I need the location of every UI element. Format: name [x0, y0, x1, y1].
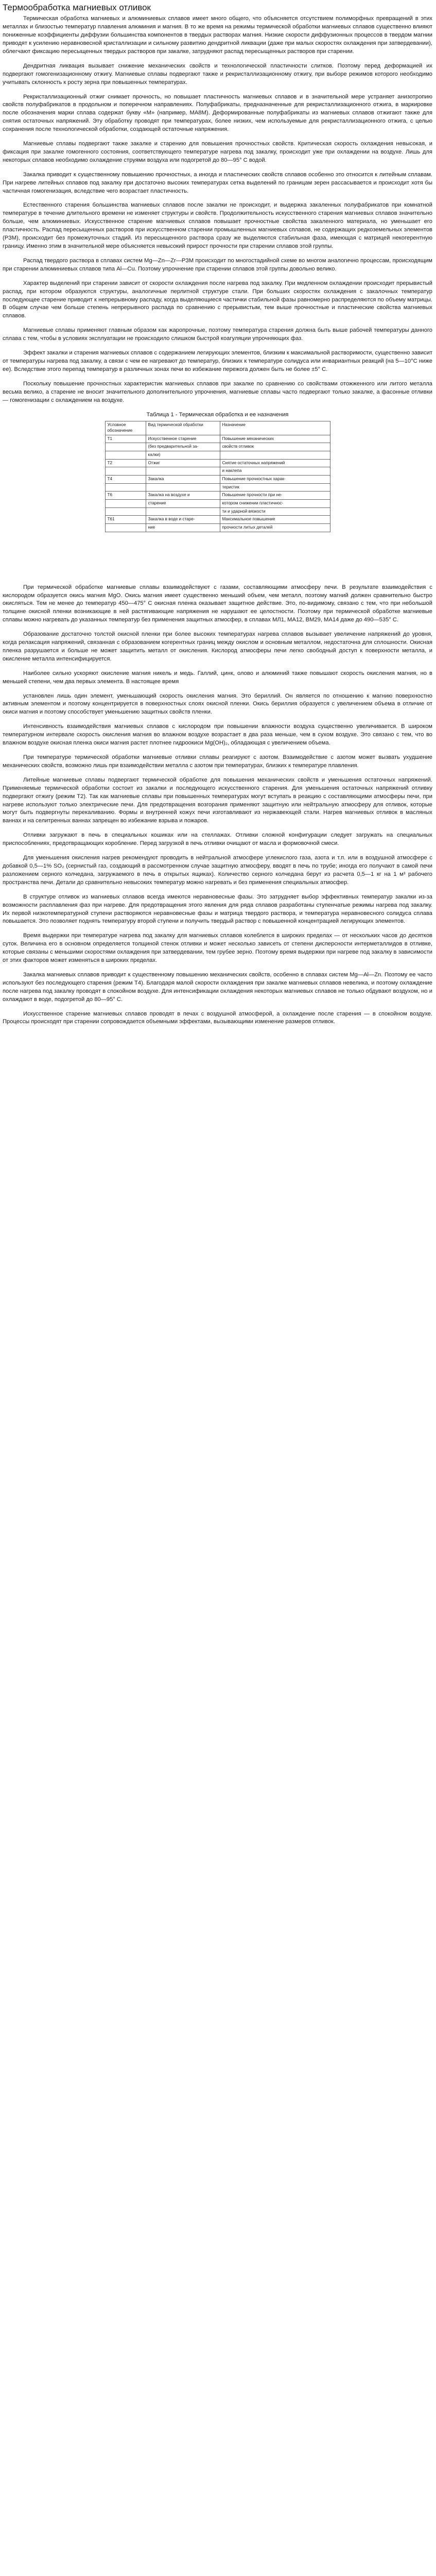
table-cell: [146, 507, 220, 516]
paragraph: Распад твердого раствора в сплавах систем Mg—Zn—Zr—РЗМ происходит по многостадийной схеме во многом аналогично процессам, происходящим при старении алюминиевых сплавов типа Al—Cu. Поэтому упрочнение при старении сплавов этой группы довольно велико.: [3, 257, 432, 272]
table-header-cell: Условное обозначение: [105, 421, 146, 435]
paragraph: Для уменьшения окисления нагрев рекомендуют проводить в нейтральной атмосфере углекислого газа, азота и т.п. или в воздушной атмосфере с добавкой 0,5—1% SO₂ (сернистый газ, создающий в рассмотренном случае защитную атмосферу, вводят в печь по трубе; иногда его получают в самой печи разложением серного колчедана, загружаемого в печь в открытых ящиках). Количество серного колчедана берут из расчета 0,5—1 кг на 1 м³ рабочего пространства печи. Детали до сравнительно невысоких температур можно нагревать и без применения специальных атмосфер.: [3, 855, 432, 886]
table-title: Таблица 1 - Термическая обработка и ее назначения: [146, 411, 289, 418]
table-cell: [146, 483, 220, 492]
paragraph: Закалка приводит к существенному повышению прочностных, а иногда и пластических свойств сплавов особенно это относится к литейным сплавам. При нагреве литейных сплавов под закалку при достаточно высоких температурах сетка выделений по границам зерен рассасывается и происходит хотя бы частичная гомогенизация, вследствие чего возрастает пластичность.: [3, 171, 432, 194]
table-cell: [105, 483, 146, 492]
paragraph: Магниевые сплавы подвергают также закалке и старению для повышения прочностных свойств. Критическая скорость охлаждения невысокая, и фиксация при закалке гомогенного состояния, соответствующего температуре нагрева под закалку, происходит уже при охлаждении на воздухе. Лишь для некоторых сплавов необходимо охлаждение струями воздуха или подогретой до 80—95° С водой.: [3, 141, 432, 163]
table-cell: Повышение прочности при не-: [220, 492, 330, 500]
table-row: [105, 492, 330, 500]
table-cell: [220, 451, 330, 460]
page-title: Термообработка магниевых отливок: [3, 3, 151, 12]
paragraph: Интенсивность взаимодействия магниевых сплавов с кислородом при повышении влажности воздуха существенно увеличивается. В широком температурном интервале скорость окисления магния во влажном воздухе возрастает в два раза меньше, чем в сухом воздухе. Это связано с тем, что во влажном воздухе окисная пленка окиси магния растет плотнее гидроокиси Mg(OH)₂, обладающая с увеличением объема.: [3, 723, 432, 747]
table-cell: Повышение механических: [220, 435, 330, 443]
table-row: [105, 467, 330, 476]
table-row: [105, 499, 330, 507]
table-cell: [105, 523, 146, 532]
table-cell: Т1: [105, 435, 146, 443]
table-header-cell: Вид термической обработки: [146, 421, 220, 435]
table-cell: [105, 451, 146, 460]
treatment-table: [105, 421, 330, 532]
paragraph: При термической обработке магниевые сплавы взаимодействуют с газами, составляющими атмосферу печи. В результате взаимодействия с кислородом образуется окись магния MgO. Окись магния имеет существенно меньший объем, чем металл, поэтому магний должен сравнительно быстро окисляться. Тем не менее до температур 450—475° С окисная пленка оказывает защитное действие. Это, по-видимому, связано с тем, что при небольшой толщине окисной пленки возникающие в ней растягивающие напряжения не нарушают ее целостности. Поэтому при термической обработке магниевые сплавы можно нагревать до указанных температур без применения защитных атмосфер, в сплавах МЛ1, МА12, ВМ29, МА14 даже до 490—535° С.: [3, 584, 432, 623]
paragraph: Эффект закалки и старения магниевых сплавов с содержанием легирующих элементов, близким к максимальной растворимости, существенно зависит от температуры нагрева под закалку, а связи с чем ее нагревают до температур, близких к температуре солидуса или инвариантных реакций (на 5—10°С ниже ее). Вследствие этого перепад температур в различных зонах печи во избежание пережога должен быть не более ±5° С.: [3, 350, 432, 372]
paragraph: Дендритная ликвация вызывает снижение механических свойств и технологической пластичности слитков. Поэтому перед деформацией их подвергают гомогенизационному отжигу. Магниевые сплавы подвергают также и рекристаллизационному отжигу, при выборе режимов которого необходимо учитывать склонность к росту зерна при повышенных температурах.: [3, 62, 432, 86]
table-cell: Т6: [105, 492, 146, 500]
paragraph: При температуре термической обработки магниевые отливки сплавы реагируют с азотом. Взаимодействие с азотом может вызвать ухудшение механических свойств, возможно лишь при взаимодействии металла с азотом при температурах, близких к температуре плавления.: [3, 754, 432, 769]
table-cell: Закалка в воде и старе-: [146, 516, 220, 524]
table-header-row: [105, 421, 330, 435]
paragraph: Поскольку повышение прочностных характеристик магниевых сплавов при закалке по сравнению со свойствами отожженного или литого металла весьма велико, а старение не вносит значительного дополнительного упрочнения, магниевые сплавы часто подвергают только закалке, а фасонные отливки — гомогенизации с охлаждением на воздухе.: [3, 380, 432, 403]
table-cell: старение: [146, 499, 220, 507]
table-row: [105, 435, 330, 443]
paragraph: Рекристаллизационный отжиг снимает прочность, но повышает пластичность магниевых сплавов и в значительной мере устраняет анизотропию свойств полуфабрикатов в продольном и поперечном направлениях. Полуфабрикаты, предназначенные для рекристаллизационного отжига, в маркировке после обозначения марки сплава содержат букву «М» (например, МА8М). Деформированные полуфабрикаты из магниевых сплавов отжигают также для снятия остаточных напряжений. Эту обработку проводят при температурах, более низких, чем используемые для рекристаллизационного отжига, с целью сохранения после технологической обработки, создающей остаточные напряжения.: [3, 93, 432, 133]
paragraph: Закалка магниевых сплавов приводит к существенному повышению механических свойств, особенно в сплавах систем Mg—Al—Zn. Поэтому ее часто используют без последующего старения (режим Т4). Благодаря малой скорости охлаждения при закалке магниевых сплавов невелика, и поэтому охлаждение после нагрева под закалку проводят в спокойном воздухе. Для интенсификации охлаждения некоторых магниевых сплавов не только обдувают воздухом, но и охлаждают в воде, подогретой до 80—95° С.: [3, 971, 432, 1003]
document: [0, 0, 436, 1026]
table-cell: Т61: [105, 516, 146, 524]
table-cell: ние: [146, 523, 220, 532]
table-cell: Т4: [105, 476, 146, 484]
table-cell: свойств отливок: [220, 443, 330, 451]
table-cell: Снятие остаточных напряжений: [220, 459, 330, 467]
paragraph: Образование достаточно толстой окисной пленки при более высоких температурах нагрева сплавов вызывает увеличение напряжений до уровня, когда релаксация напряжений, связанная с образованием когерентных границ между окислом и основным металлом, недостаточна для сплошности. Окисная пленка разрушается и больше не может защитить металл от окисления. Кислород атмосферы печи легко свободный доступ к поверхности металла, и окисление металла интенсифицируется.: [3, 631, 432, 662]
treatment-table-wrapper: [3, 421, 432, 532]
table-body: [105, 435, 330, 532]
paragraph: В структуре отливок из магниевых сплавов всегда имеются неравновесные фазы. Это затрудняет выбор эффективных температур закалки из-за возможности расплавления фаз при нагреве. Для предотвращения этого явления для ряда сплавов разработаны ступенчатые режимы нагрева под закалку. Их первой низкотемпературной ступени растворяются неравновесные фазы и матрица твердого раствора, и температура неравновесного солидуса сплава повышается. Это позволяет поднять температуру второй ступени и получить твердый раствор с повышенной концентрацией легирующих элементов.: [3, 893, 432, 925]
table-row: [105, 459, 330, 467]
paragraph: Литейные магниевые сплавы подвергают термической обработке для повышения механических свойств и уменьшения остаточных напряжений. Применяемые термической обработки состоит из закалки и последующего искусственного старения. Для уменьшения остаточных напряжений отливку подвергают отжигу (режим Т2). Так как магниевые сплавы при повышенных температурах могут вступать в реакцию с составляющими атмосферы печи, при нагреве используют только электрические печи. Для предотвращения возгорания применяют защитную или нейтральную атмосферу для отливок, которые могут быть подвергнуты перекаливанию. Формы и внутренней кожух печи изготавливают из нержавеющей стали. Нагрев магниевых отливок в масляных ваннах и на селитренных ваннах запрещен во избежание взрыва и пожаров.: [3, 776, 432, 824]
table-cell: котором снижении пластичнос-: [220, 499, 330, 507]
paragraph: Наиболее сильно ускоряют окисление магния никель и медь. Галлий, цинк, олово и алюминий также повышают скорость окисления магния, но в меньшей степени, чем два первых элемента. В настоящее время: [3, 670, 432, 685]
paragraph: Время выдержки при температуре нагрева под закалку для магниевых сплавов колеблется в широких пределах — от нескольких часов до десятков суток. Величина его в основном определяется толщиной стенок отливки и может несколько зависеть от степени дисперсности интерметаллидов в отливке, которые связаны с меньшими скоростями охлаждения при затвердевании, тем грубее зерно. Поэтому время выдержки при нагреве под закалку в зависимости от этих факторов может изменяться в широких пределах.: [3, 933, 432, 964]
paragraph: Термическая обработка магниевых и алюминиевых сплавов имеет много общего, что объясняется отсутствием полиморфных превращений в этих металлах и близостью температур плавления алюминия и магния. В то же время на режимы термической обработки магниевых сплавов существенно влияют пониженные коэффициенты диффузии большинства компонентов в твердых растворах магния. Низкие скорости диффузионных процессов в твердом магнии приводят к усилению неравновесной кристаллизации и сильному развитию дендритной ликвации (даже при малых скоростях охлаждения при затвердевании), облегчают фиксацию пересыщенных твердых растворов при закалке, затрудняют распад пересыщенных растворов при старении.: [3, 15, 432, 55]
table-cell: калки): [146, 451, 220, 460]
table-row: [105, 523, 330, 532]
table-row: [105, 483, 330, 492]
table-cell: и наклепа: [220, 467, 330, 476]
table-row: [105, 516, 330, 524]
table-cell: Повышение прочностных харак-: [220, 476, 330, 484]
paragraph: Характер выделений при старении зависит от скорости охлаждения после нагрева под закалку. При медленном охлаждении происходит прерывистый распад, при котором образуются структуры, аналогичные перлитной структуре стали. При больших скоростях охлаждения с закалочных температур последующее старение приводит к непрерывному распаду, когда выделяющиеся частички стабильной фазы равномерно распределяются по объему матрицы. В общем случае чем больше степень непрерывного распада по сравнению с прерывистым, тем выше прочностные и пластические свойства магниевых сплавов.: [3, 280, 432, 319]
table-cell: [105, 507, 146, 516]
table-header-cell: Назначение: [220, 421, 330, 435]
table-cell: Искусственное старение: [146, 435, 220, 443]
table-cell: [146, 467, 220, 476]
table-cell: Т2: [105, 459, 146, 467]
paragraph: Магниевые сплавы применяют главным образом как жаропрочные, поэтому температура старения должна быть выше рабочей температуры данного сплава с тем, чтобы в условиях эксплуатации не происходило слишком быстрой коагуляции упрочняющих фаз.: [3, 327, 432, 342]
table-cell: Закалка на воздухе и: [146, 492, 220, 500]
table-row: [105, 507, 330, 516]
table-row: [105, 443, 330, 451]
table-cell: Закалка: [146, 476, 220, 484]
paragraph: Искусственное старение магниевых сплавов проводят в печах с воздушной атмосферой, а охлаждение после старения — в спокойном воздухе. Процессы происходят при старении сопровождается объемными эффектами, вызывающими изменение размеров отливок.: [3, 1010, 432, 1025]
table-cell: теристик: [220, 483, 330, 492]
table-cell: [105, 467, 146, 476]
table-row: [105, 451, 330, 460]
paragraph: Естественного старения большинства магниевых сплавов после закалки не происходит, и выдержка закаленных полуфабрикатов при комнатной температуре в течение длительного времени не изменяет структуры и свойств. Продолжительность искусственного старения магниевых сплавов значительно больше, чем алюминиевых. Искусственное старение магниевых сплавов повышает прочностные свойства закаленного материала, но уменьшает его пластичность. Распад пересыщенных растворов при искусственном старении промышленных магниевых сплавов, не содержащих редкоземельных элементов (РЗМ), происходит без промежуточных стадий. Из пересыщенного раствора сразу же выделяются стабильная фаза, имеющая с матрицей некогерентную границу. Именно этим в значительной мере объясняется невысокий прирост прочности при старении сплавов этой группы.: [3, 202, 432, 249]
table-cell: Отжиг: [146, 459, 220, 467]
table-cell: [105, 443, 146, 451]
paragraph: установлен лишь один элемент, уменьшающий скорость окисления магния. Это бериллий. Он является по отношению к магнию поверхностно активным элементом и поэтому концентрируется в поверхностных слоях окисной пленки. Окись бериллия образуется с увеличением объема в отличие от окиси магния и поэтому способствует уменьшению защитных свойств пленки.: [3, 692, 432, 716]
table-cell: Максимальное повышение: [220, 516, 330, 524]
table-row: [105, 476, 330, 484]
table-cell: (без предварительной за-: [146, 443, 220, 451]
table-cell: прочности литых деталей: [220, 523, 330, 532]
table-cell: ти и ударной вязкости: [220, 507, 330, 516]
paragraph: Отливки загружают в печь в специальных кошиках или на стеллажах. Отливки сложной конфигурации следует загружать на специальных приспособлениях, предотвращающих коробление. Перед загрузкой в печь отливки очищают от масла и формовочной смеси.: [3, 832, 432, 847]
table-cell: [105, 499, 146, 507]
